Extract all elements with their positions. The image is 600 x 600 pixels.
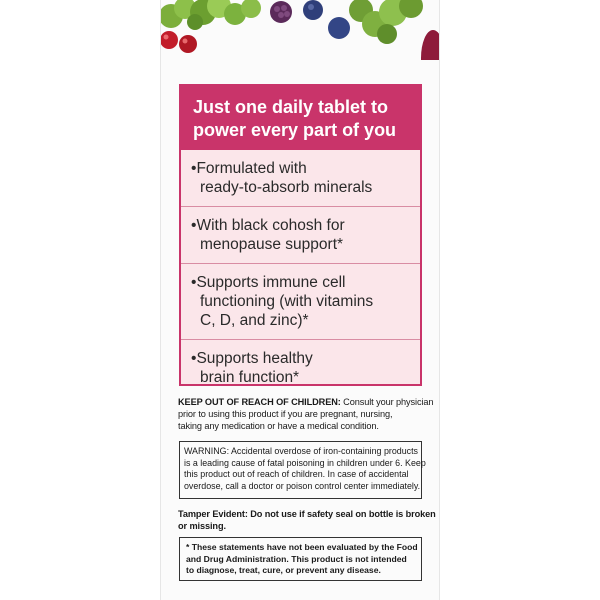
benefits-box	[179, 84, 422, 386]
bullet: •	[191, 350, 197, 367]
benefits-heading	[181, 86, 420, 150]
fda-text: * These statements have not been evaluated by the Food	[186, 542, 418, 552]
tamper-evident-notice	[178, 508, 436, 532]
benefit-item-brain	[181, 339, 420, 396]
fda-text: and Drug Administration. This product is not intended	[186, 553, 407, 564]
warning-text: overdose, call a doctor or poison control center immediately.	[184, 480, 421, 491]
label-panel	[160, 0, 440, 600]
benefit-line: ready-to-absorb minerals	[200, 179, 373, 196]
iron-warning-box	[179, 441, 426, 499]
benefit-line: menopause support*	[200, 236, 344, 253]
bullet: •	[191, 274, 197, 291]
blueberries	[303, 0, 350, 39]
benefit-line: brain function*	[200, 369, 300, 386]
tamper-text: Do not use if safety seal on bottle is broken	[247, 509, 436, 519]
broccoli-right	[349, 0, 423, 44]
benefit-item-minerals	[181, 150, 420, 206]
blackberry	[270, 1, 292, 23]
fda-text: to diagnose, treat, cure, or prevent any disease.	[186, 565, 381, 575]
benefit-line: With black cohosh for	[196, 217, 345, 234]
keep-out-text: taking any medication or have a medical condition.	[178, 421, 379, 431]
beet	[421, 30, 439, 60]
keep-out-label: KEEP OUT OF REACH OF CHILDREN:	[178, 397, 341, 407]
keep-out-notice	[178, 396, 434, 432]
keep-out-text: Consult your physician	[340, 397, 434, 407]
benefit-item-black-cohosh	[181, 206, 420, 263]
benefit-line: C, D, and zinc)*	[200, 312, 309, 329]
tamper-text: or missing.	[178, 521, 226, 531]
benefits-heading-line-1: Just one daily tablet to	[193, 97, 389, 117]
benefit-line: Supports immune cell	[196, 274, 346, 291]
keep-out-text: prior to using this product if you are pregnant, nursing,	[178, 409, 393, 419]
benefits-heading-line-2: power every part of you	[193, 120, 397, 140]
benefit-line: functioning (with vitamins	[200, 293, 374, 310]
warning-text: WARNING: Accidental overdose of iron-containing products	[184, 446, 418, 456]
benefit-line: Formulated with	[196, 160, 307, 177]
bullet: •	[191, 160, 197, 177]
fruit-vegetable-banner	[161, 0, 439, 60]
benefit-line: Supports healthy	[196, 350, 313, 367]
bullet: •	[191, 217, 197, 234]
warning-text: is a leading cause of fatal poisoning in children under 6. Keep	[184, 457, 426, 468]
cranberries	[161, 31, 197, 53]
tamper-label: Tamper Evident:	[178, 509, 248, 519]
benefit-item-immune	[181, 263, 420, 339]
fda-disclaimer-box	[179, 537, 422, 581]
warning-text: this product out of reach of children. In case of accidental	[184, 469, 409, 479]
kale-leaves-left	[161, 0, 261, 30]
